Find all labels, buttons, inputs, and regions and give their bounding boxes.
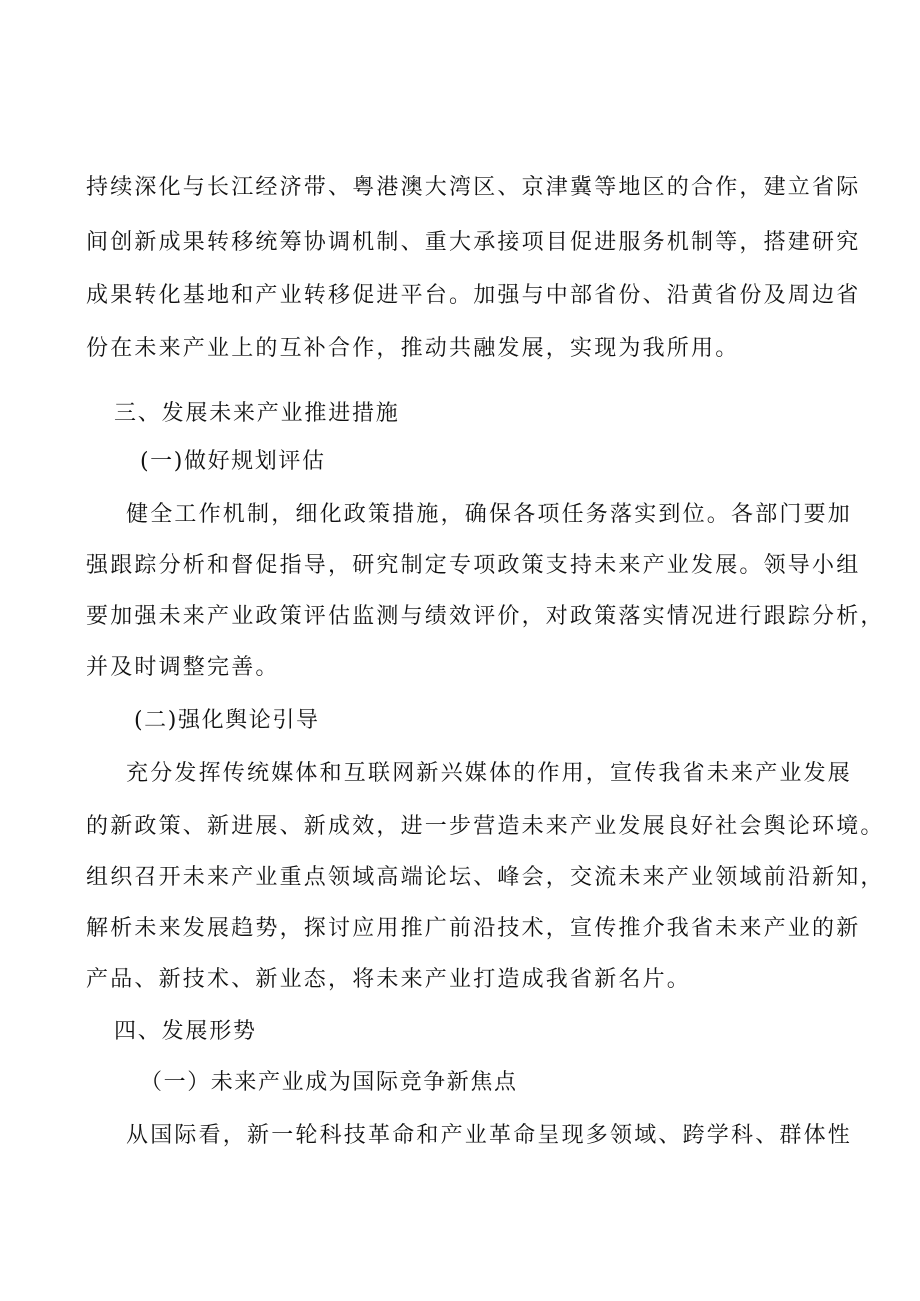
paragraph-line: 产品、新技术、新业态，将未来产业打造成我省新名片。	[86, 967, 692, 992]
section-heading: 三、发展未来产业推进措施	[114, 401, 400, 426]
subsection-heading: (二)强化舆论引导	[134, 708, 320, 733]
section-heading: 四、发展形势	[114, 1019, 257, 1044]
subsection-heading: （一）未来产业成为国际竞争新焦点	[140, 1070, 518, 1095]
paragraph-line: 健全工作机制，细化政策措施，确保各项任务落实到位。各部门要加	[126, 502, 853, 527]
paragraph-line: 从国际看，新一轮科技革命和产业革命呈现多领域、跨学科、群体性	[126, 1123, 853, 1148]
paragraph-line: 并及时调整完善。	[86, 655, 280, 680]
paragraph-line: 的新政策、新进展、新成效，进一步营造未来产业发展良好社会舆论环境。	[86, 814, 885, 839]
paragraph-line: 强跟踪分析和督促指导，研究制定专项政策支持未来产业发展。领导小组	[86, 553, 861, 578]
paragraph-line: 组织召开未来产业重点领域高端论坛、峰会，交流未来产业领域前沿新知，	[86, 865, 885, 890]
paragraph-line: 解析未来发展趋势，探讨应用推广前沿技术，宣传推介我省未来产业的新	[86, 916, 861, 941]
subsection-heading: (一)做好规划评估	[140, 449, 326, 474]
paragraph-line: 要加强未来产业政策评估监测与绩效评价，对政策落实情况进行跟踪分析，	[86, 604, 885, 629]
paragraph-line: 持续深化与长江经济带、粤港澳大湾区、京津冀等地区的合作，建立省际	[86, 175, 861, 200]
paragraph-line: 成果转化基地和产业转移促进平台。加强与中部省份、沿黄省份及周边省	[86, 283, 861, 308]
paragraph-line: 份在未来产业上的互补合作，推动共融发展，实现为我所用。	[86, 336, 740, 361]
paragraph-line: 间创新成果转移统筹协调机制、重大承接项目促进服务机制等，搭建研究	[86, 230, 861, 255]
paragraph-line: 充分发挥传统媒体和互联网新兴媒体的作用，宣传我省未来产业发展	[126, 761, 853, 786]
